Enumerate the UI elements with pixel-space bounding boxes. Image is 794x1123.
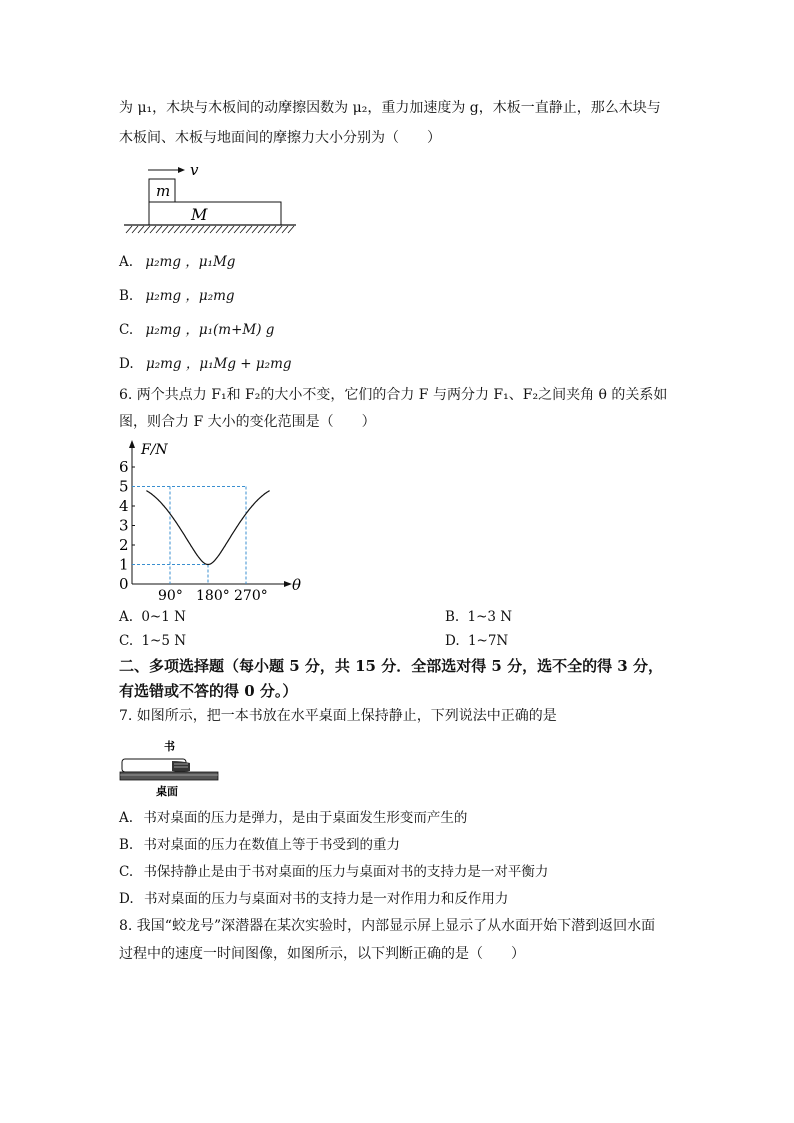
q6-option-c-text: 1~5 N xyxy=(141,633,187,649)
q5-option-c xyxy=(119,320,274,340)
x-axis-arrowhead xyxy=(284,581,292,587)
q7-book-table-figure xyxy=(118,737,228,803)
q6-option-b-label: B. xyxy=(445,609,460,625)
q6-option-c-label: C. xyxy=(119,633,134,649)
q5-option-d-text: μ₂mg ，μ₁Mg + μ₂mg xyxy=(145,356,292,372)
q5-text-line1: 为 μ₁，木块与木板间的动摩擦因数为 μ₂，重力加速度为 g，木板一直静止，那么木块与 xyxy=(119,100,661,116)
q6-option-a-label: A. xyxy=(119,609,134,625)
q6-option-b-text: 1~3 N xyxy=(467,609,513,625)
q5-option-c-label: C. xyxy=(119,322,134,338)
y-tick-label: 6 xyxy=(119,458,129,476)
q5-block-board-figure xyxy=(120,158,300,240)
section2-heading-line1: 二、多项选择题（每小题 5 分，共 15 分．全部选对得 5 分，选不全的得 3 分， xyxy=(119,657,663,675)
x-tick-label: 270° xyxy=(234,588,268,604)
q7-option-b xyxy=(119,835,400,855)
q7-option-d xyxy=(119,889,508,909)
q6-option-d xyxy=(445,631,508,651)
q7-option-a xyxy=(119,808,467,828)
q6-option-b xyxy=(445,607,512,627)
velocity-arrowhead xyxy=(178,167,185,173)
q7-option-b-text: 书对桌面的压力在数值上等于书受到的重力 xyxy=(143,837,401,853)
q8-text-line2: 过程中的速度一时间图像，如图所示，以下判断正确的是（ ） xyxy=(119,946,525,962)
q6-option-c xyxy=(119,631,186,651)
table-top xyxy=(120,772,218,780)
q5-option-b-label: B. xyxy=(119,288,134,304)
y-tick-label: 3 xyxy=(119,516,129,535)
q5-text-line2: 木板间、木板与地面间的摩擦力大小分别为（ ） xyxy=(119,130,441,146)
q6-text-line1: 6. 两个共点力 F₁和 F₂的大小不变，它们的合力 F 与两分力 F₁、F₂之间夹角 θ 的关系如 xyxy=(119,387,668,403)
x-axis-title: θ xyxy=(292,576,302,594)
q6-text-line2: 图，则合力 F 大小的变化范围是（ ） xyxy=(119,414,376,430)
x-tick-label: 90° xyxy=(158,588,183,604)
q6-option-d-label: D. xyxy=(445,633,460,649)
q5-option-a-label: A. xyxy=(119,254,134,270)
ground-hatching xyxy=(126,226,294,233)
q5-option-b xyxy=(119,286,235,306)
y-axis-arrowhead xyxy=(129,440,135,448)
q6-option-a xyxy=(119,607,186,627)
q8-text-line1: 8. 我国“蛟龙号”深潜器在某次实验时，内部显示屏上显示了从水面开始下潜到返回水面 xyxy=(119,918,656,934)
q5-option-a-text: μ₂mg ，μ₁Mg xyxy=(145,254,236,270)
q5-option-c-text: μ₂mg ，μ₁(m+M) g xyxy=(145,322,275,338)
y-tick-label: 1 xyxy=(119,555,129,574)
q7-option-b-label: B. xyxy=(119,837,134,853)
block-m-label: m xyxy=(156,182,171,200)
q7-option-c-text: 书保持静止是由于书对桌面的压力与桌面对书的支持力是一对平衡力 xyxy=(143,864,549,880)
section2-heading-line2: 有选错或不答的得 0 分。） xyxy=(119,682,298,700)
y-axis-title: F/N xyxy=(141,442,168,458)
q7-option-c xyxy=(119,862,548,882)
velocity-label: v xyxy=(190,161,199,179)
q5-option-d xyxy=(119,354,292,374)
q5-option-d-label: D. xyxy=(119,356,134,372)
q5-option-b-text: μ₂mg ，μ₂mg xyxy=(145,288,235,304)
book-label: 书 xyxy=(164,740,175,753)
board-M-label: M xyxy=(191,205,208,224)
q7-option-d-label: D. xyxy=(119,891,134,907)
q7-option-a-text: 书对桌面的压力是弹力，是由于桌面发生形变而产生的 xyxy=(143,810,468,826)
q6-option-a-text: 0~1 N xyxy=(141,609,186,625)
series-F-curve xyxy=(146,491,269,565)
y-tick-label: 4 xyxy=(119,497,129,515)
q7-option-a-label: A. xyxy=(119,810,134,826)
q7-text: 7. 如图所示，把一本书放在水平桌面上保持静止，下列说法中正确的是 xyxy=(119,708,557,724)
q6-force-angle-chart xyxy=(110,436,310,604)
y-tick-label: 2 xyxy=(119,536,129,554)
board-M xyxy=(149,202,281,225)
table-label: 桌面 xyxy=(156,785,178,798)
q6-option-d-text: 1~7N xyxy=(467,633,509,649)
q7-option-d-text: 书对桌面的压力与桌面对书的支持力是一对作用力和反作用力 xyxy=(143,891,509,907)
q7-option-c-label: C. xyxy=(119,864,134,880)
book-pages xyxy=(172,761,190,772)
y-tick-label: 0 xyxy=(119,575,129,593)
x-tick-label: 180° xyxy=(196,588,230,604)
q5-option-a xyxy=(119,252,235,272)
y-tick-label: 5 xyxy=(119,477,129,496)
